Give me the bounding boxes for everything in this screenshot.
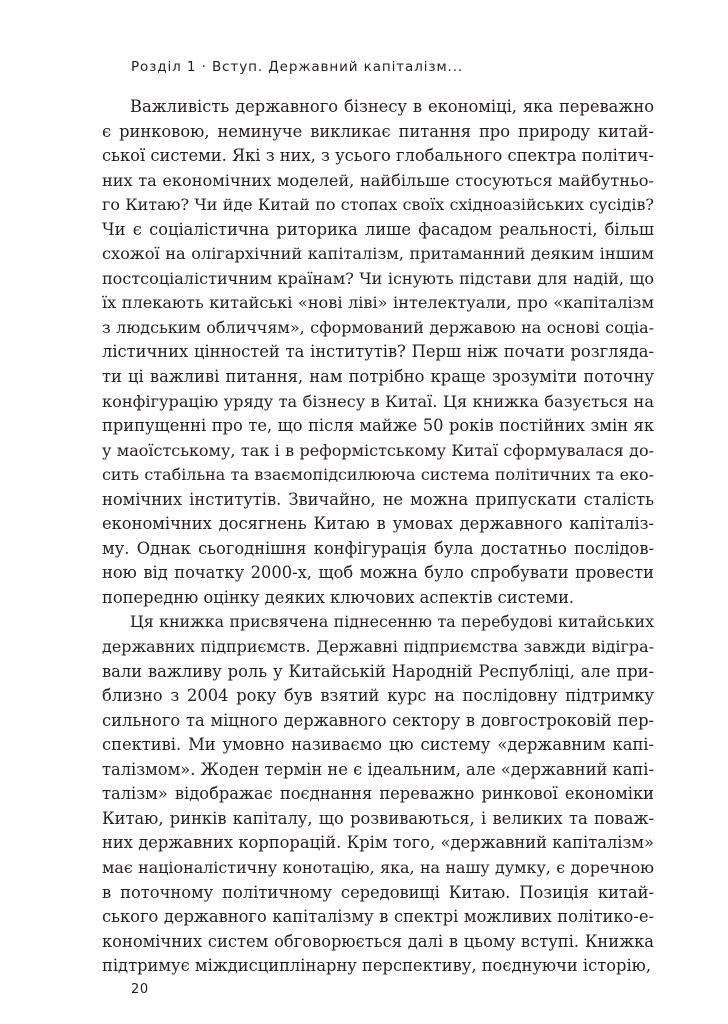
text-line: лістичних цінностей та інститутів? Перш ніж почати розгляда- xyxy=(102,342,654,362)
text-line: вали важливу роль у Китайській Народній Республіці, але при- xyxy=(102,661,654,681)
text-line: ною від початку 2000-х, щоб можна було спробувати провести xyxy=(102,563,654,583)
text-line: му. Однак сьогоднішня конфігурація була достатньо послідов- xyxy=(102,538,654,558)
text-line: Ця книжка присвячена піднесенню та перебудові китайських xyxy=(130,612,654,632)
text-line: спективі. Ми умовно називаємо цю систему «державним капі- xyxy=(102,735,654,755)
text-line: припущенні про те, що після майже 50 років постійних змін як xyxy=(102,416,654,436)
text-line: Важливість державного бізнесу в економіці, яка переважно xyxy=(130,97,654,116)
text-line: державних підприємств. Державні підприємства завжди відігра- xyxy=(102,637,654,657)
paragraph-1 xyxy=(102,95,654,610)
page-body xyxy=(102,95,654,979)
text-line: номічних інститутів. Звичайно, не можна припускати сталість xyxy=(102,489,654,509)
text-line: сить стабільна та взаємопідсилююча система політичних та еко- xyxy=(102,465,654,485)
text-line: у маоїстському, так і в реформістському Китаї сформувалася до- xyxy=(102,440,654,460)
text-line: в поточному політичному середовищі Китаю. Позиція китай- xyxy=(102,882,654,902)
text-line: схожої на олігархічний капіталізм, притаманний деяким іншим xyxy=(102,244,654,264)
text-line: попередню оцінку деяких ключових аспектів системи. xyxy=(102,587,575,607)
text-line: ти ці важливі питання, нам потрібно краще зрозуміти поточну xyxy=(102,367,654,387)
text-line: підтримує міждисциплінарну перспективу, поєднуючи історію, xyxy=(102,956,652,976)
text-line: ської системи. Які з них, з усього глобального спектра політич- xyxy=(102,146,654,166)
text-line: них та економічних моделей, найбільше стосуються майбутньо- xyxy=(102,170,654,190)
text-line: є ринковою, неминуче викликає питання про природу китай- xyxy=(102,121,654,141)
text-line: ського державного капіталізму в спектрі можливих політико-е- xyxy=(102,907,654,927)
text-line: економічних досягнень Китаю в умовах державного капіталіз- xyxy=(102,514,654,534)
text-line: з людським обличчям», сформований державою на основі соціа- xyxy=(102,317,654,337)
text-line: го Китаю? Чи йде Китай по стопах своїх східноазійських сусідів? xyxy=(102,195,654,215)
text-line: має націоналістичну конотацію, яка, на нашу думку, є доречною xyxy=(102,857,654,877)
text-line: сильного та міцного державного сектору в довгостроковій пер- xyxy=(102,710,654,730)
text-line: близно з 2004 року був взятий курс на послідовну підтримку xyxy=(102,686,654,706)
text-line: талізм» відображає поєднання переважно ринкової економіки xyxy=(102,784,654,804)
text-line: Чи є соціалістична риторика лише фасадом реальності, більш xyxy=(102,219,654,239)
running-head: Розділ 1 · Вступ. Державний капіталізм... xyxy=(131,59,464,75)
text-line: їх плекають китайські «нові ліві» інтелектуали, про «капіталізм xyxy=(102,293,654,313)
text-line: кономічних систем обговорюється далі в цьому вступі. Книжка xyxy=(102,931,654,951)
text-line: конфігурацію уряду та бізнесу в Китаї. Ця книжка базується на xyxy=(102,391,654,411)
text-line: них державних корпорацій. Крім того, «державний капіталізм» xyxy=(102,833,654,853)
text-line: талізмом». Жоден термін не є ідеальним, але «державний капі- xyxy=(102,759,654,779)
text-line: постсоціалістичним країнам? Чи існують підстави для надій, що xyxy=(102,268,654,288)
text-line: Китаю, ринків капіталу, що розвиваються, і великих та поваж- xyxy=(102,808,654,828)
page-number: 20 xyxy=(131,982,149,997)
paragraph-2 xyxy=(102,610,654,978)
